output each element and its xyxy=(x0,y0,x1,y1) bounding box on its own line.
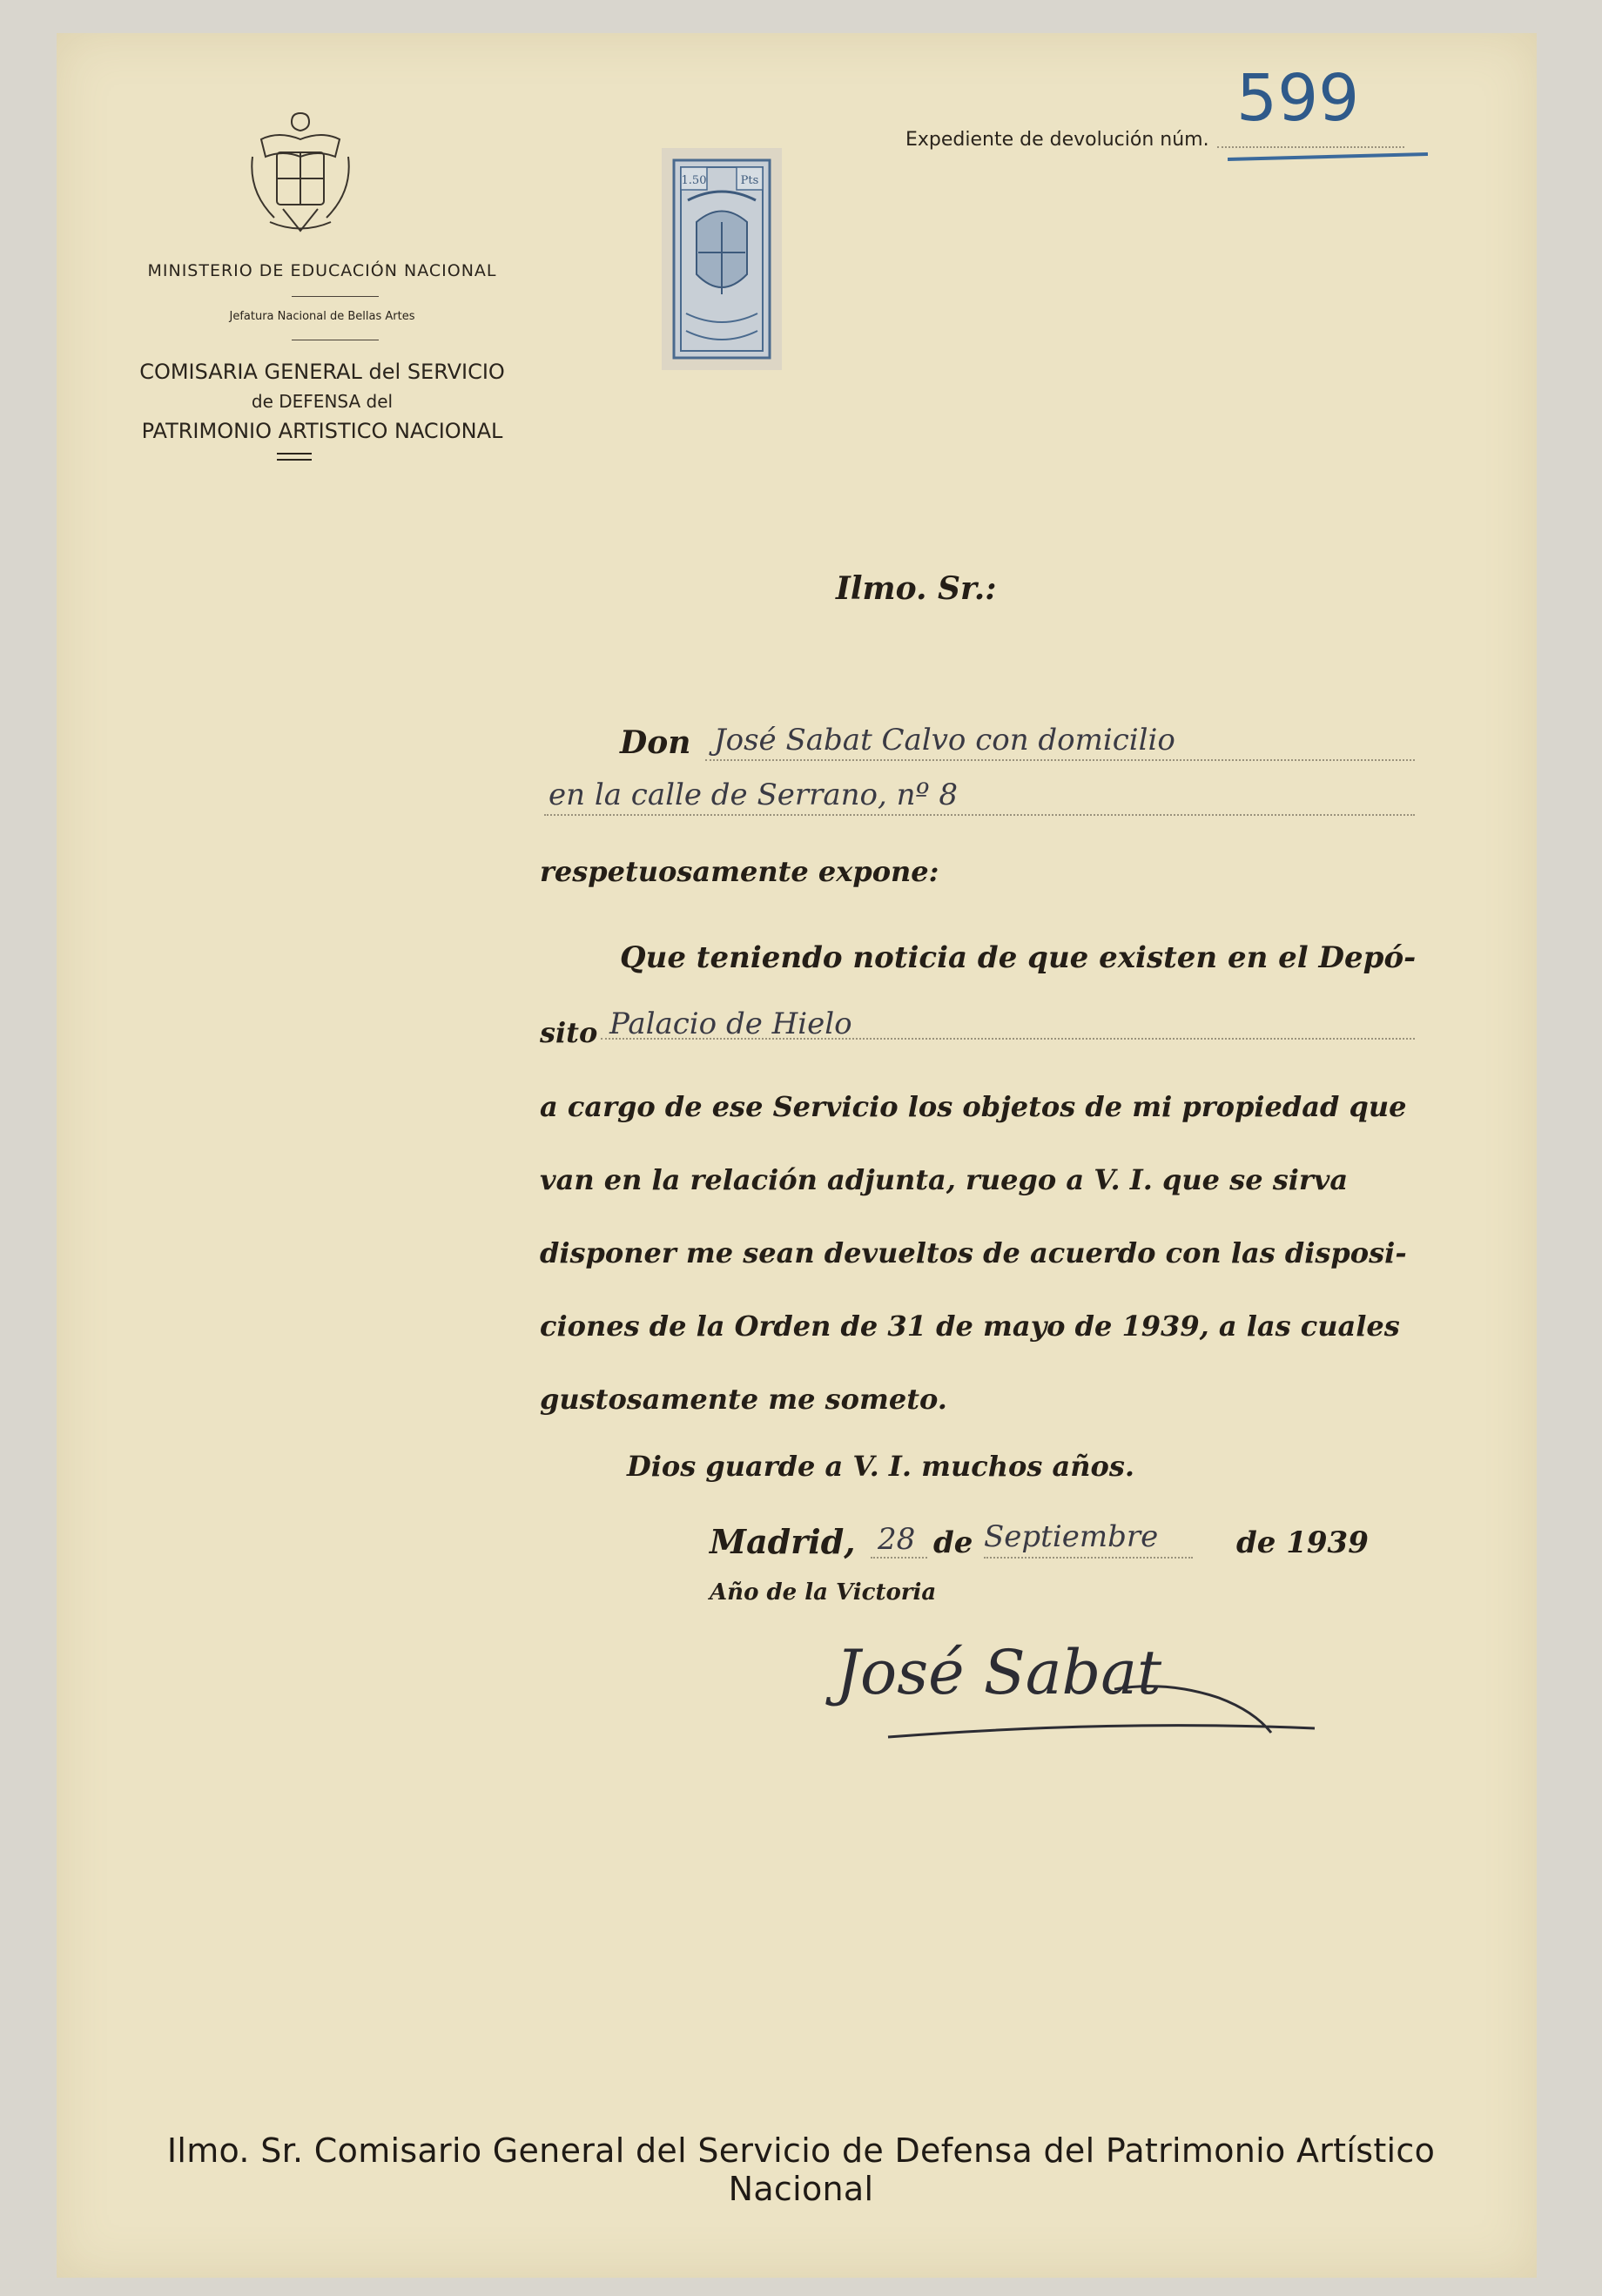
expone-text: respetuosamente expone: xyxy=(540,855,939,888)
expediente-dotted-line xyxy=(1217,146,1404,148)
ministry-name: MINISTERIO DE EDUCACIÓN NACIONAL xyxy=(147,261,497,280)
date-de: de xyxy=(933,1525,973,1560)
paragraph-line-2: a cargo de ese Servicio los objetos de mi propiedad que xyxy=(540,1090,1407,1123)
don-label: Don xyxy=(620,724,691,761)
deposito-name: Palacio de Hielo xyxy=(609,1007,852,1041)
closing-formula: Dios guarde a V. I. muchos años. xyxy=(627,1450,1135,1483)
date-month: Septiembre xyxy=(984,1519,1159,1554)
greeting: Ilmo. Sr.: xyxy=(836,570,997,607)
comisaria-line-2: de DEFENSA del xyxy=(251,391,394,412)
date-city: Madrid, xyxy=(710,1522,856,1561)
divider xyxy=(292,296,379,297)
revenue-stamp-icon xyxy=(662,148,782,370)
jefatura-name: Jefatura Nacional de Bellas Artes xyxy=(229,310,415,323)
signature-flourish-icon xyxy=(818,1637,1376,1750)
day-dotted-line xyxy=(871,1557,927,1559)
month-dotted-line xyxy=(984,1557,1193,1559)
applicant-address: en la calle de Serrano, nº 8 xyxy=(549,778,958,812)
comisaria-line-3: PATRIMONIO ARTISTICO NACIONAL xyxy=(141,419,503,443)
applicant-name: José Sabat Calvo con domicilio xyxy=(714,723,1175,757)
sito-label: sito xyxy=(540,1016,598,1049)
addressee-footer: Ilmo. Sr. Comisario General del Servicio de Defensa del Patrimonio Artístico Nacional xyxy=(166,2131,1436,2208)
double-rule xyxy=(277,459,312,461)
comisaria-line-1: COMISARIA GENERAL del SERVICIO xyxy=(139,360,505,384)
paragraph-line-3: van en la relación adjunta, ruego a V. I. que se sirva xyxy=(540,1163,1349,1196)
paragraph-line-4: disponer me sean devueltos de acuerdo con las disposi- xyxy=(540,1236,1407,1269)
paragraph-line-5: ciones de la Orden de 31 de mayo de 1939, a las cuales xyxy=(540,1310,1400,1343)
stamp-value-right: Pts xyxy=(740,174,759,187)
signature: José Sabat xyxy=(836,1637,1162,1708)
stamp-value-left: 1.50 xyxy=(681,174,707,187)
coat-of-arms-icon xyxy=(244,104,357,244)
expediente-number: 599 xyxy=(1236,61,1360,136)
paragraph-line-6: gustosamente me someto. xyxy=(540,1383,947,1416)
address-dotted-line xyxy=(544,814,1415,816)
paragraph-line-1: Que teniendo noticia de que existen en el Depó- xyxy=(620,940,1417,975)
date-day: 28 xyxy=(878,1522,916,1557)
double-rule xyxy=(277,453,312,454)
date-year: de 1939 xyxy=(1236,1525,1369,1560)
victoria-note: Año de la Victoria xyxy=(710,1579,937,1606)
expediente-label: Expediente de devolución núm. xyxy=(905,129,1209,151)
name-dotted-line xyxy=(705,759,1415,761)
comisaria-block xyxy=(96,357,549,446)
